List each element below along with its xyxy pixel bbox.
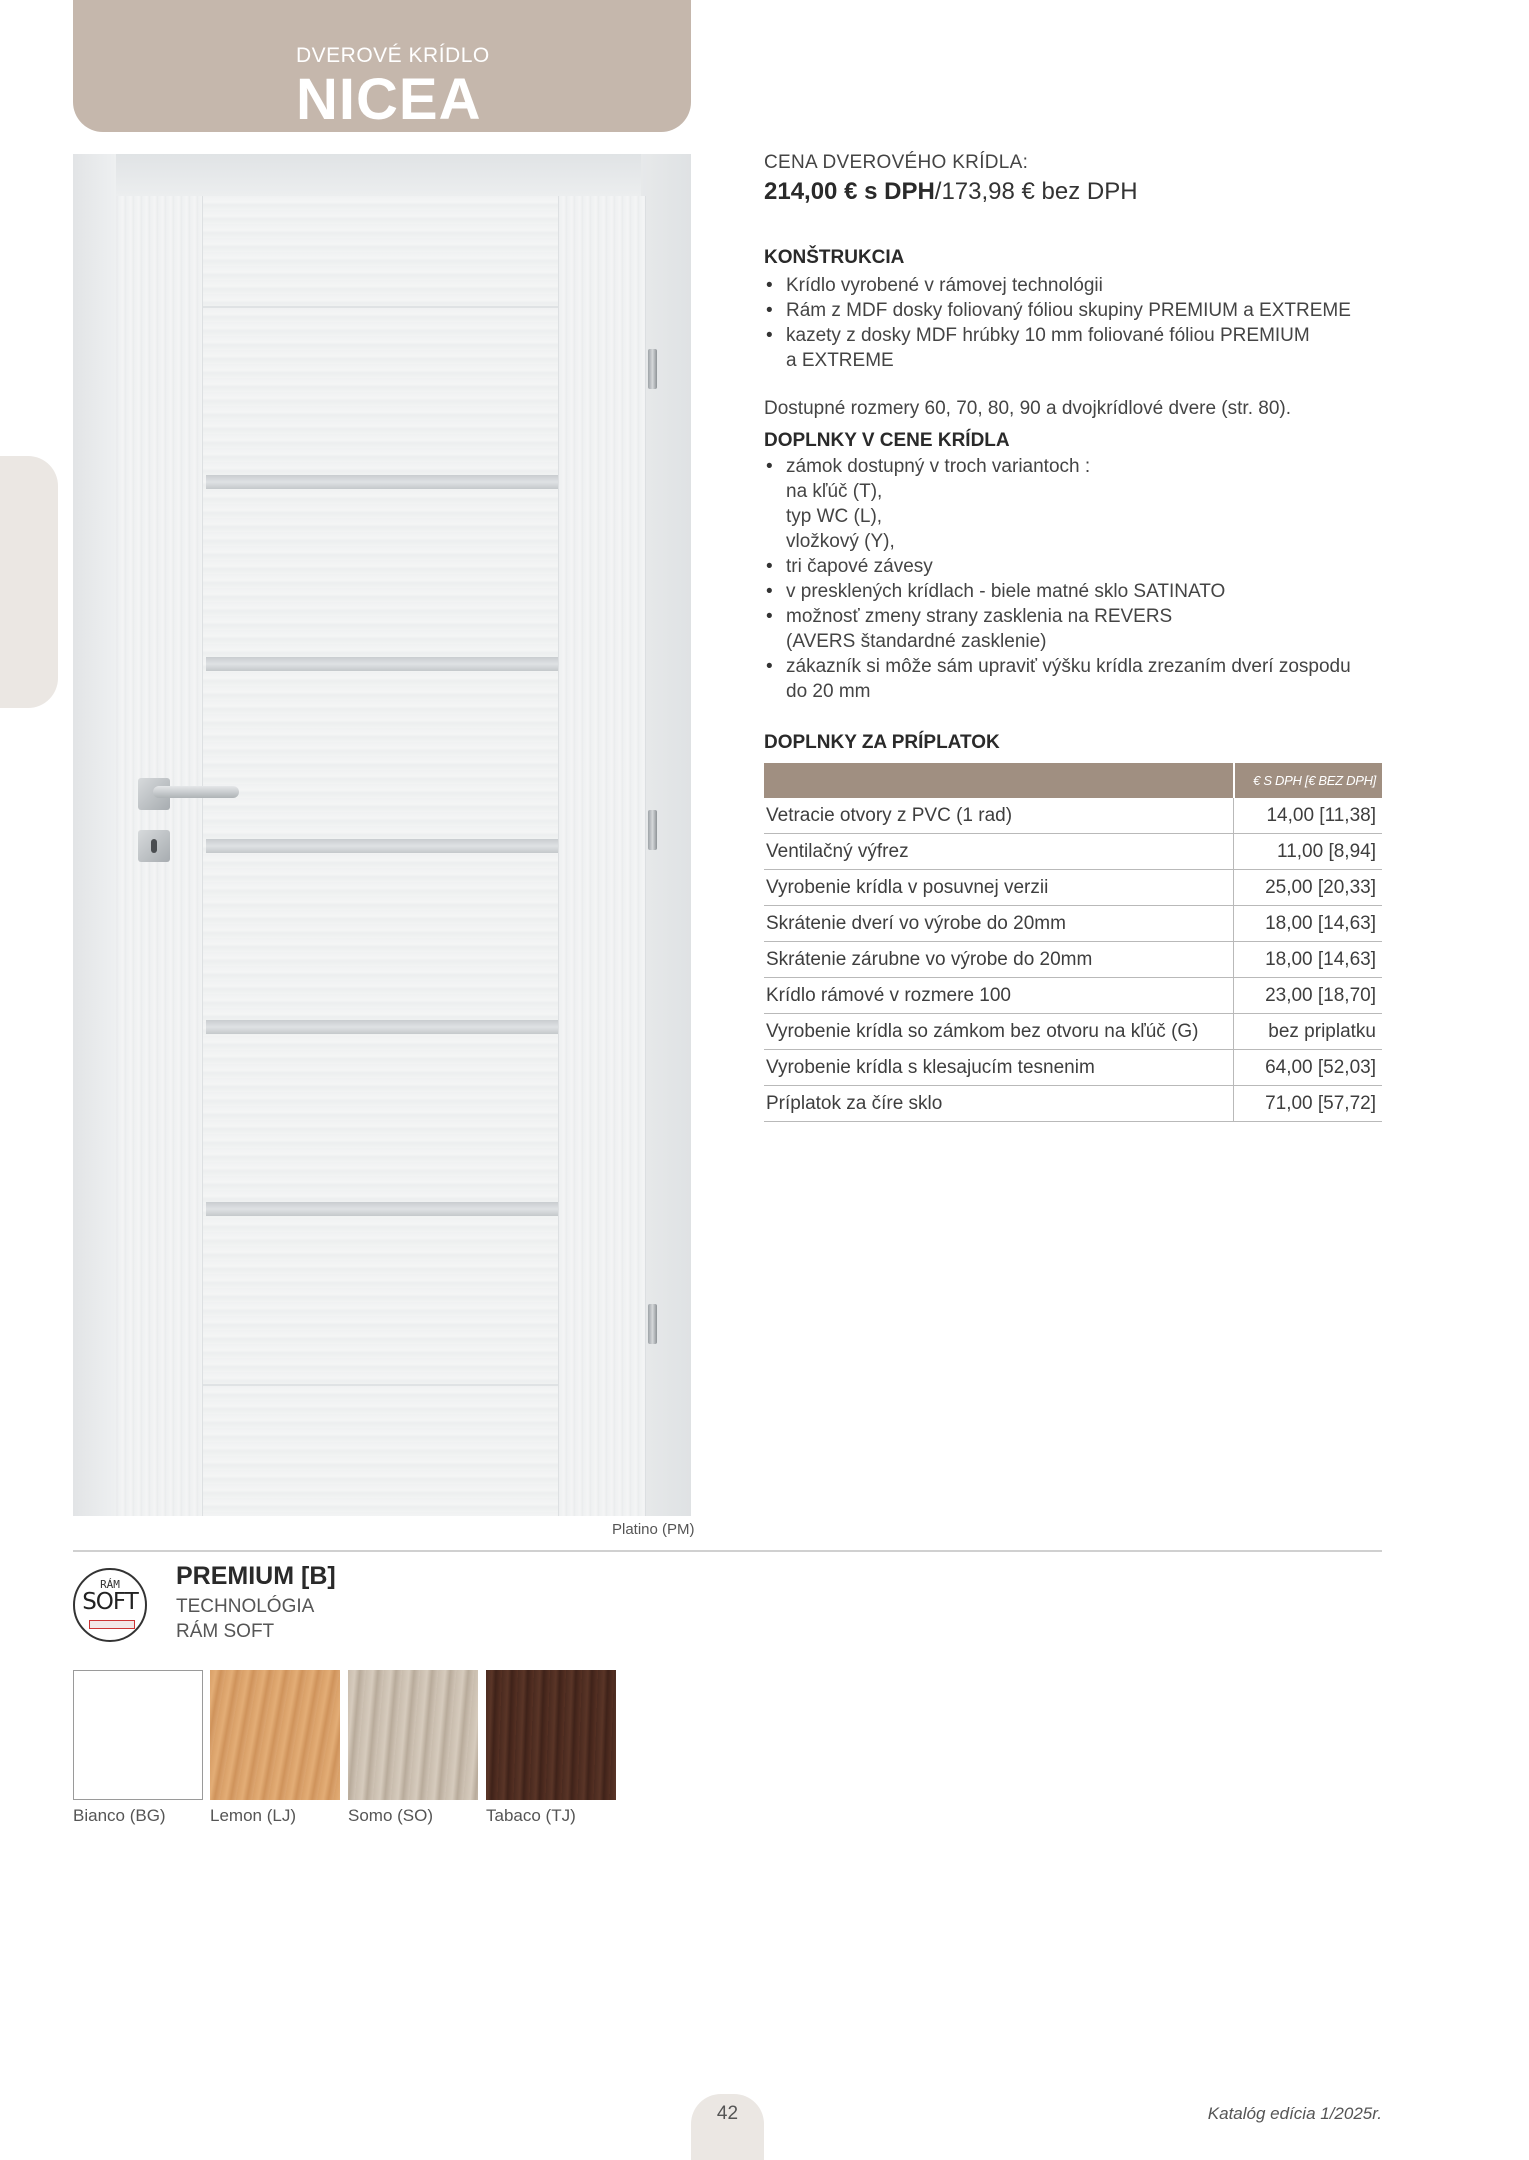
badge-top-text: RÁM bbox=[100, 1578, 120, 1591]
row-name: Vyrobenie krídla v posuvnej verzii bbox=[764, 870, 1234, 906]
product-title: NICEA bbox=[296, 67, 482, 132]
table-row bbox=[764, 942, 1382, 978]
swatch-label: Lemon (LJ) bbox=[210, 1806, 296, 1825]
door-frame-top bbox=[73, 154, 691, 196]
list-item: • Rám z MDF dosky foliovaný fóliou skupiny PREMIUM a EXTREME bbox=[764, 298, 1351, 323]
door-frame-left bbox=[73, 154, 116, 1516]
row-name: Krídlo rámové v rozmere 100 bbox=[764, 978, 1234, 1014]
hinge-icon bbox=[648, 1304, 657, 1344]
row-name: Ventilačný výfrez bbox=[764, 834, 1234, 870]
list-item: • v presklených krídlach - biele matné sklo SATINATO bbox=[764, 579, 1351, 604]
keyhole-icon bbox=[138, 830, 170, 862]
list-item: typ WC (L), bbox=[786, 506, 883, 527]
extras-table bbox=[764, 763, 1382, 1122]
hinge-icon bbox=[648, 810, 657, 850]
premium-line-2: RÁM SOFT bbox=[176, 1621, 275, 1642]
product-category: DVEROVÉ KRÍDLO bbox=[296, 44, 490, 67]
door-rail-bottom bbox=[203, 1384, 558, 1518]
premium-subtitle bbox=[176, 1594, 314, 1644]
row-name: Skrátenie dverí vo výrobe do 20mm bbox=[764, 906, 1234, 942]
table-header-blank bbox=[764, 763, 1234, 798]
door-stile-right bbox=[558, 196, 645, 1516]
badge-main-text: SOFT bbox=[82, 1589, 138, 1615]
list-item: • zákazník si môže sám upraviť výšku krídla zrezaním dverí zospodu bbox=[764, 654, 1351, 679]
list-item: (AVERS štandardné zasklenie) bbox=[786, 631, 1047, 652]
row-price: 18,00 [14,63] bbox=[1234, 906, 1383, 942]
row-price: 25,00 [20,33] bbox=[1234, 870, 1383, 906]
hinge-icon bbox=[648, 349, 657, 389]
price-label: CENA DVEROVÉHO KRÍDLA: bbox=[764, 152, 1029, 173]
table-row bbox=[764, 906, 1382, 942]
included-title: DOPLNKY V CENE KRÍDLA bbox=[764, 430, 1010, 451]
swatch-tabaco[interactable] bbox=[486, 1670, 616, 1800]
glass-strip bbox=[206, 1020, 558, 1034]
list-item: • kazety z dosky MDF hrúbky 10 mm foliované fóliou PREMIUM bbox=[764, 323, 1351, 348]
construction-list bbox=[764, 273, 1351, 373]
list-item: • možnosť zmeny strany zasklenia na REVERS bbox=[764, 604, 1351, 629]
included-list bbox=[764, 454, 1351, 704]
row-price: 11,00 [8,94] bbox=[1234, 834, 1383, 870]
list-item: vložkový (Y), bbox=[786, 531, 895, 552]
swatch-label: Bianco (BG) bbox=[73, 1806, 166, 1825]
row-price: 71,00 [57,72] bbox=[1234, 1086, 1383, 1122]
side-section-tab[interactable] bbox=[0, 456, 58, 708]
door-handle-icon bbox=[153, 786, 239, 798]
row-price: 18,00 [14,63] bbox=[1234, 942, 1383, 978]
list-item: • Krídlo vyrobené v rámovej technológii bbox=[764, 273, 1351, 298]
price-line bbox=[764, 178, 1138, 206]
row-price: 64,00 [52,03] bbox=[1234, 1050, 1383, 1086]
price-without-vat: /173,98 € bez DPH bbox=[934, 178, 1138, 205]
glass-strip bbox=[206, 839, 558, 853]
glass-strip bbox=[206, 1202, 558, 1216]
catalog-edition: Katalóg edícia 1/2025r. bbox=[1207, 2104, 1382, 2123]
row-name: Príplatok za číre sklo bbox=[764, 1086, 1234, 1122]
swatch-bianco[interactable] bbox=[73, 1670, 203, 1800]
ram-soft-badge-icon bbox=[73, 1568, 147, 1642]
photo-caption: Platino (PM) bbox=[612, 1521, 695, 1538]
swatch-somo[interactable] bbox=[348, 1670, 478, 1800]
row-price: bez priplatku bbox=[1234, 1014, 1383, 1050]
table-row bbox=[764, 978, 1382, 1014]
list-item: • zámok dostupný v troch variantoch : bbox=[764, 454, 1351, 479]
badge-frame-strip bbox=[89, 1620, 135, 1629]
table-row bbox=[764, 870, 1382, 906]
list-item: • tri čapové závesy bbox=[764, 554, 1351, 579]
list-item: do 20 mm bbox=[786, 681, 871, 702]
table-row bbox=[764, 1014, 1382, 1050]
glass-strip bbox=[206, 657, 558, 671]
row-price: 14,00 [11,38] bbox=[1234, 798, 1383, 834]
row-name: Vetracie otvory z PVC (1 rad) bbox=[764, 798, 1234, 834]
row-name: Skrátenie zárubne vo výrobe do 20mm bbox=[764, 942, 1234, 978]
glass-strip bbox=[206, 475, 558, 489]
price-with-vat: 214,00 € s DPH bbox=[764, 178, 935, 205]
table-row bbox=[764, 1050, 1382, 1086]
door-photo bbox=[73, 154, 691, 1516]
table-row bbox=[764, 1086, 1382, 1122]
table-header-price: € S DPH [€ BEZ DPH] bbox=[1234, 763, 1383, 798]
premium-title: PREMIUM [B] bbox=[176, 1562, 336, 1590]
swatch-label: Somo (SO) bbox=[348, 1806, 434, 1825]
section-divider bbox=[73, 1550, 1382, 1552]
extras-title: DOPLNKY ZA PRÍPLATOK bbox=[764, 732, 1000, 753]
door-rail-top bbox=[203, 196, 558, 308]
row-name: Vyrobenie krídla s klesajucím tesnenim bbox=[764, 1050, 1234, 1086]
list-item: na kľúč (T), bbox=[786, 481, 883, 502]
table-row bbox=[764, 834, 1382, 870]
construction-title: KONŠTRUKCIA bbox=[764, 247, 905, 268]
list-item: a EXTREME bbox=[786, 350, 894, 371]
page-number: 42 bbox=[716, 2103, 739, 2124]
row-price: 23,00 [18,70] bbox=[1234, 978, 1383, 1014]
sizes-text: Dostupné rozmery 60, 70, 80, 90 a dvojkrídlové dvere (str. 80). bbox=[764, 398, 1291, 419]
row-name: Vyrobenie krídla so zámkom bez otvoru na kľúč (G) bbox=[764, 1014, 1234, 1050]
table-row bbox=[764, 798, 1382, 834]
swatch-label: Tabaco (TJ) bbox=[486, 1806, 576, 1825]
premium-line-1: TECHNOLÓGIA bbox=[176, 1596, 315, 1617]
swatch-lemon[interactable] bbox=[210, 1670, 340, 1800]
